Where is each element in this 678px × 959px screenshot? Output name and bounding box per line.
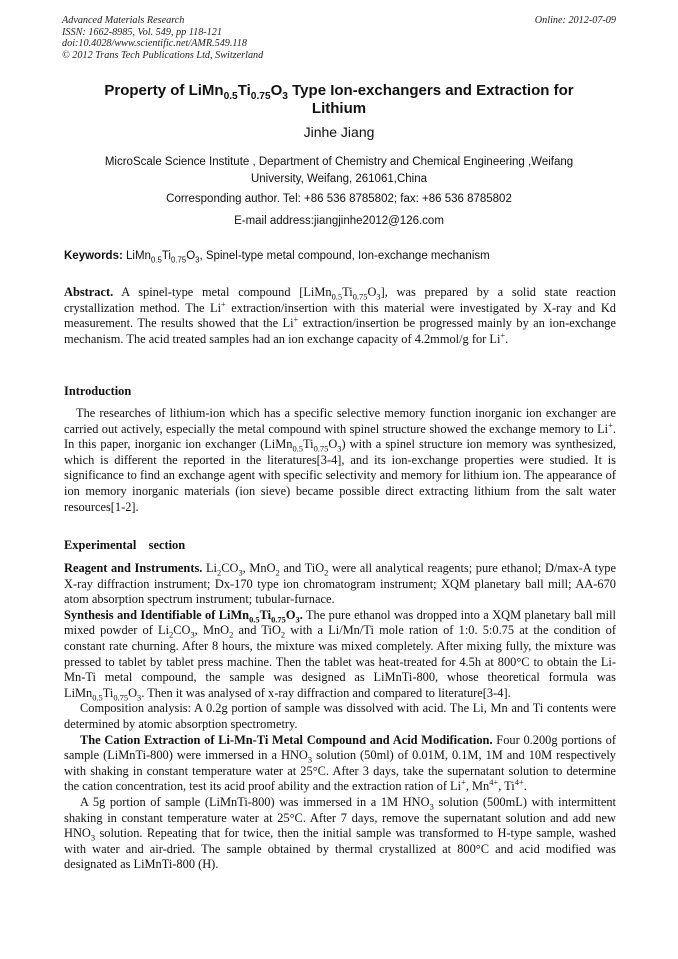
synthesis-label: Synthesis and Identifiable of $LiMn_{0.5}Ti_{0.75}O_3$.	[64, 607, 303, 625]
synthesis-paragraph: Synthesis and Identifiable of $LiMn_{0.5}Ti_{0.75}O_3$. The pure ethanol was dropped into a XQM planetary ball mill mixed powder of $Li_2CO_3$, MnO$_2$ and TiO$_2$ with a Li/Mn/Ti mole ration of 1:0. 5:0.75 at the condition of constant rate churning. After 8 hours, the mixture was mixed completely. After mixing fully, the mixture was pressed to tablet by tablet press machine. Then the tablet was heat-treated for 4.5h at 800°C to obtain the Li-Mn-Ti metal compound, the sample was designed as LiMnTi-800, whose theoretical formula was $LiMn_{0.5}Ti_{0.75}O_3$. Then it was analysed of x-ray diffraction and compared to literature[3-4].	[64, 607, 616, 703]
reagents-label: Reagent and Instruments.	[64, 561, 203, 575]
introduction-heading: Introduction	[64, 384, 132, 398]
journal-header	[62, 15, 616, 61]
corresponding-author: Corresponding author. Tel: +86 536 8785802; fax: +86 536 8785802	[166, 193, 512, 205]
cation-extraction-paragraph: The Cation Extraction of Li-Mn-Ti Metal Compound and Acid Modification. Four 0.200g portions of sample (LiMnTi-800) were immersed in a $HNO_3$ solution (50ml) of 0.01M, 0.1M, 1M and 10M respectively with shaking in constant temperature water at 25°C. After 3 days, take the supernatant solution to determine the cation concentration, test its acid proof ability and the extraction ration of Li+, $Mn^{4+}$, $Ti^{4+}$.	[64, 732, 616, 794]
experimental-heading: Experimental section	[64, 538, 186, 552]
composition-paragraph: Composition analysis: A 0.2g portion of sample was dissolved with acid. The Li, Mn and Ti contents were determined by atomic absorption spectrometry.	[64, 701, 616, 731]
keywords-label: Keywords:	[64, 250, 123, 262]
doi-line: doi:10.4028/www.scientific.net/AMR.549.118	[62, 38, 247, 49]
issn-line: ISSN: 1662-8985, Vol. 549, pp 118-121	[62, 26, 222, 38]
author-name: Jinhe Jiang	[303, 124, 375, 140]
introduction-paragraph: The researches of lithium-ion which has a specific selective memory function inorganic ion exchanger are carried out actively, especially the metal compound with spinel structure showed the exchange memory to Li+. In this paper, inorganic ion exchanger $(LiMn_{0.5}Ti_{0.75}O_3)$ with a spinel structure ion memory was synthesized, which is different the reported in the literatures[3-4], and its ion-exchange properties were studied. It is significance to find an exchange agent with specific selectivity and memory for lithium ion. The appearance of ion memory inorganic materials (ion sieve) became possible direct extracting lithium from the salt water resources[1-2].	[64, 406, 616, 514]
paper-title: Property of $LiMn_{0.5}Ti_{0.75}O_3$ Type Ion-exchangers and Extraction for Lithium	[104, 82, 574, 117]
cation-extraction-label: The Cation Extraction of Li-Mn-Ti Metal Compound and Acid Modification.	[80, 732, 493, 747]
keywords-line: Keywords: $LiMn_{0.5}Ti_{0.75}O_3$, Spinel-type metal compound, Ion-exchange mechanism	[64, 250, 490, 265]
abstract-paragraph: Abstract. A spinel-type metal compound $[LiMn_{0.5}Ti_{0.75}O_3]$, was prepared by a solid state reaction crystallization method. The Li+ extraction/insertion with this material were investigated by X-ray and Kd measurement. The results showed that the Li+ extraction/insertion be progressed mainly by an ion-exchange mechanism. The acid treated samples had an ion exchange capacity of 4.2mmol/g for Li+.	[64, 285, 616, 346]
reagents-paragraph: Reagent and Instruments. $Li_2CO_3$, MnO$_2$ and TiO$_2$ were all analytical reagents; pure ethanol; D/max-A type X-ray diffraction instrument; Dx-170 type ion chromatogram instrument; XQM planetary ball mill; AA-670 atom absorption spectrum instrument; tubular-furnace.	[64, 561, 617, 607]
experimental-body	[64, 561, 616, 873]
email-address: E-mail address:jiangjinhe2012@126.com	[234, 215, 444, 227]
affiliation: MicroScale Science Institute , Department of Chemistry and Chemical Engineering ,Weifang University, Weifang, 261061,China	[104, 156, 574, 185]
copyright-line: © 2012 Trans Tech Publications Ltd, Switzerland	[62, 49, 264, 61]
online-date: Online: 2012-07-09	[534, 15, 616, 26]
abstract-label: Abstract.	[64, 285, 114, 299]
journal-name: Advanced Materials Research	[62, 15, 185, 26]
acid-modification-paragraph: A 5g portion of sample (LiMnTi-800) was immersed in a 1M $HNO_3$ solution (500mL) with intermittent shaking in constant temperature water at 25°C. After 7 days, remove the supernatant solution and add new $HNO_3$ solution. Repeating that for twice, then the initial sample was transformed to H-type sample, washed with water and air-dried. The sample obtained by thermal crystallized at 800°C and acid modified was designated as LiMnTi-800 (H).	[64, 794, 616, 872]
